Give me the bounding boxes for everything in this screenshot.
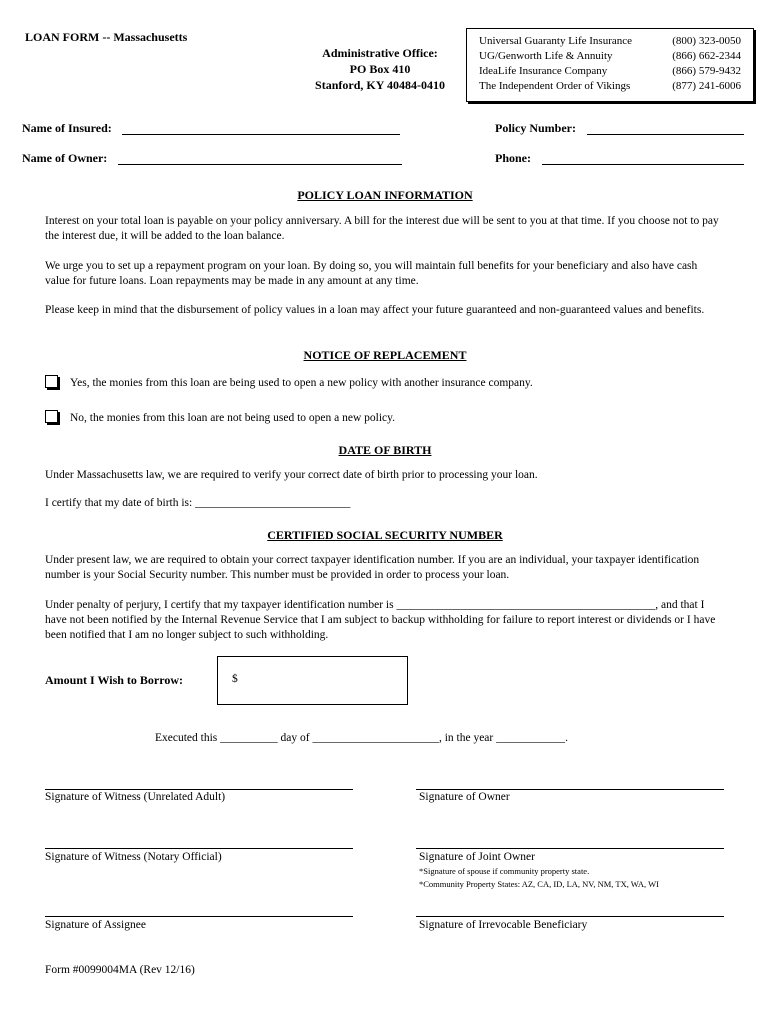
company-name: Universal Guaranty Life Insurance — [479, 35, 633, 47]
company-phone: (877) 241-6006 — [672, 80, 741, 92]
admin-office-po-box: PO Box 410 — [349, 62, 411, 76]
phone-label: Phone: — [495, 151, 531, 165]
executed-line[interactable]: Executed this __________ day of ______________________, in the year ____________. — [155, 732, 568, 744]
policy-number-label: Policy Number: — [495, 121, 576, 135]
joint-owner-note-states: *Community Property States: AZ, CA, ID, LA, NV, NM, TX, WA, WI — [419, 879, 659, 889]
amount-input-box[interactable] — [217, 656, 408, 705]
owner-label: Name of Owner: — [22, 151, 108, 165]
joint-owner-label: Signature of Joint Owner — [419, 851, 535, 863]
admin-office-city: Stanford, KY 40484-0410 — [315, 78, 445, 92]
company-row — [479, 80, 741, 95]
replacement-yes-checkbox[interactable] — [45, 375, 58, 388]
form-number: Form #0099004MA (Rev 12/16) — [45, 964, 195, 976]
policy-loan-paragraph-2: We urge you to set up a repayment program on your loan. By doing so, you will maintain full benefits for your beneficiary and also have cash value for future loans. Loan repayments may be made in any amount at any time. — [45, 260, 698, 287]
replacement-no-checkbox[interactable] — [45, 410, 58, 423]
ssn-heading: CERTIFIED SOCIAL SECURITY NUMBER — [267, 528, 503, 542]
joint-owner-note-spouse: *Signature of spouse if community property state. — [419, 866, 590, 876]
company-row — [479, 35, 741, 50]
form-title: LOAN FORM -- Massachusetts — [25, 30, 188, 44]
owner-signature-line[interactable] — [416, 789, 724, 790]
owner-signature-label: Signature of Owner — [419, 791, 510, 803]
policy-loan-paragraph-3: Please keep in mind that the disbursement of policy values in a loan may affect your future guaranteed and non-guaranteed values and benefits. — [45, 304, 705, 316]
company-row — [479, 65, 741, 80]
irrevocable-beneficiary-label: Signature of Irrevocable Beneficiary — [419, 919, 588, 931]
admin-office-label: Administrative Office: — [322, 46, 438, 60]
company-contacts-box — [466, 28, 754, 102]
ssn-paragraph-2: Under penalty of perjury, I certify that my taxpayer identification number is _____________________________________________, and that I have not been notified by the Internal Revenue Service that I am subject to backup withholding for failure to report interest or dividends or I have been notified that I am no longer subject to such withholding. — [45, 599, 716, 641]
company-phone: (866) 662-2344 — [672, 50, 741, 62]
irrevocable-beneficiary-signature-line[interactable] — [416, 916, 724, 917]
owner-name-line[interactable] — [118, 164, 402, 165]
dob-heading: DATE OF BIRTH — [338, 443, 432, 457]
insured-name-line[interactable] — [122, 134, 400, 135]
company-phone: (800) 323-0050 — [672, 35, 741, 47]
replacement-yes-text: Yes, the monies from this loan are being used to open a new policy with another insurance company. — [70, 377, 533, 389]
company-name: UG/Genworth Life & Annuity — [479, 50, 613, 62]
phone-line[interactable] — [542, 164, 744, 165]
replacement-heading: NOTICE OF REPLACEMENT — [303, 348, 467, 362]
policy-loan-paragraph-1: Interest on your total loan is payable on your policy anniversary. A bill for the interest due will be sent to you at that time. If you choose not to pay the interest due, it will be added to the loan balance. — [45, 215, 719, 242]
amount-label: Amount I Wish to Borrow: — [45, 673, 184, 687]
replacement-no-text: No, the monies from this loan are not being used to open a new policy. — [70, 412, 396, 424]
joint-owner-signature-line[interactable] — [416, 848, 724, 849]
witness-notary-label: Signature of Witness (Notary Official) — [45, 851, 222, 863]
admin-office-address — [300, 45, 460, 93]
dob-certify-line[interactable]: I certify that my date of birth is: ___________________________ — [45, 497, 351, 509]
policy-loan-heading: POLICY LOAN INFORMATION — [297, 188, 473, 202]
company-name: IdeaLife Insurance Company — [479, 65, 608, 77]
company-phone: (866) 579-9432 — [672, 65, 741, 77]
policy-number-line[interactable] — [587, 134, 744, 135]
witness-unrelated-label: Signature of Witness (Unrelated Adult) — [45, 791, 226, 803]
ssn-paragraph-1: Under present law, we are required to obtain your correct taxpayer identification number. If you are an individual, your taxpayer identification number is your Social Security number. This number must be provided in order to process your loan. — [45, 554, 700, 581]
witness-unrelated-signature-line[interactable] — [45, 789, 353, 790]
witness-notary-signature-line[interactable] — [45, 848, 353, 849]
company-name: The Independent Order of Vikings — [479, 80, 631, 92]
assignee-label: Signature of Assignee — [45, 919, 146, 931]
insured-label: Name of Insured: — [22, 121, 112, 135]
currency-symbol: $ — [232, 673, 238, 685]
assignee-signature-line[interactable] — [45, 916, 353, 917]
company-row — [479, 50, 741, 65]
dob-paragraph: Under Massachusetts law, we are required to verify your correct date of birth prior to processing your loan. — [45, 469, 538, 481]
